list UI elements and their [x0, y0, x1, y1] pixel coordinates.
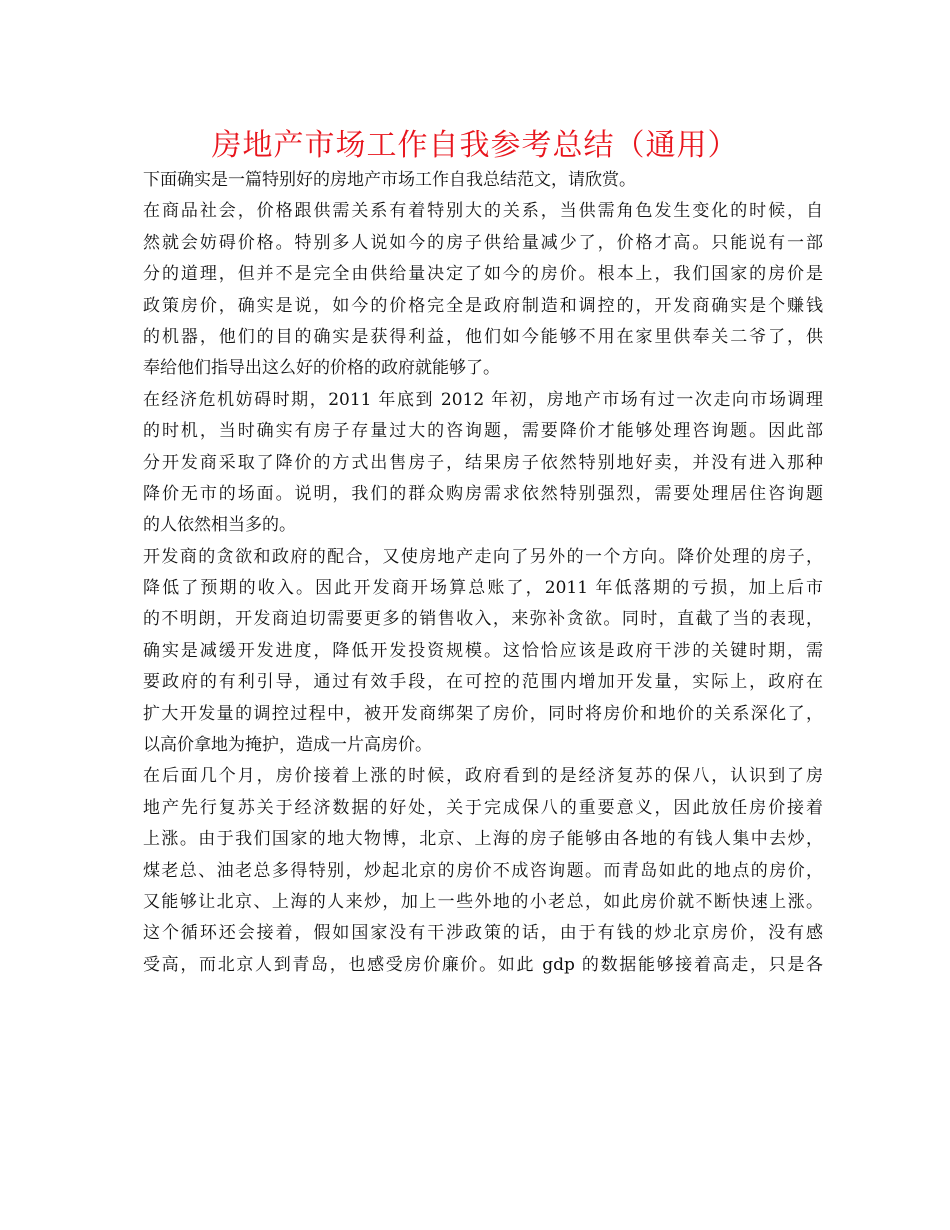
text-line: 的时机，当时确实有房子存量过大的咨询题，需要降价才能够处理咨询题。因此部: [143, 421, 823, 442]
text-line: 的不明朗，开发商迫切需要更多的销售收入，来弥补贪欲。同时，直截了当的表现，: [143, 609, 823, 630]
text-line: 降低了预期的收入。因此开发商开场算总账了，2011 年低落期的亏损，加上后市: [143, 578, 823, 599]
text-line: 的机器，他们的目的确实是获得利益，他们如今能够不用在家里供奉关二爷了，供: [143, 326, 823, 347]
text-line: 地产先行复苏关于经济数据的好处，关于完成保八的重要意义，因此放任房价接着: [143, 797, 823, 818]
text-line: 扩大开发量的调控过程中，被开发商绑架了房价，同时将房价和地价的关系深化了，: [143, 703, 823, 724]
document-body: [143, 165, 823, 981]
text-line: 分的道理，但并不是完全由供给量决定了如今的房价。根本上，我们国家的房价是: [143, 264, 823, 285]
text-line: 又能够让北京、上海的人来炒，加上一些外地的小老总，如此房价就不断快速上涨。: [143, 891, 823, 912]
text-line: 以高价拿地为掩护，造成一片高房价。: [143, 735, 432, 756]
text-line: 在商品社会，价格跟供需关系有着特别大的关系，当供需角色发生变化的时候，自: [143, 201, 823, 222]
text-line: 受高，而北京人到青岛，也感受房价廉价。如此 gdp 的数据能够接着高走，只是各: [143, 954, 823, 975]
text-line: 在后面几个月，房价接着上涨的时候，政府看到的是经济复苏的保八，认识到了房: [143, 766, 823, 787]
document-title: 房地产市场工作自我参考总结（通用）: [211, 128, 739, 163]
text-line: 然就会妨碍价格。特别多人说如今的房子供给量减少了，价格才高。只能说有一部: [143, 232, 823, 253]
text-line: 煤老总、油老总多得特别，炒起北京的房价不成咨询题。而青岛如此的地点的房价，: [143, 860, 823, 881]
text-line: 奉给他们指导出这么好的价格的政府就能够了。: [143, 358, 500, 379]
text-line: 开发商的贪欲和政府的配合，又使房地产走向了另外的一个方向。降价处理的房子，: [143, 546, 823, 567]
text-line: 降价无市的场面。说明，我们的群众购房需求依然特别强烈，需要处理居住咨询题: [143, 483, 823, 504]
text-line: 下面确实是一篇特别好的房地产市场工作自我总结范文，请欣赏。: [143, 170, 636, 190]
text-line: 要政府的有利引导，通过有效手段，在可控的范围内增加开发量，实际上，政府在: [143, 672, 823, 693]
text-line: 在经济危机妨碍时期，2011 年底到 2012 年初，房地产市场有过一次走向市场调理: [143, 389, 823, 410]
text-line: 分开发商采取了降价的方式出售房子，结果房子依然特别地好卖，并没有进入那种: [143, 452, 823, 473]
text-line: 的人依然相当多的。: [143, 515, 296, 536]
text-line: 政策房价，确实是说，如今的价格完全是政府制造和调控的，开发商确实是个赚钱: [143, 295, 823, 316]
text-line: 上涨。由于我们国家的地大物博，北京、上海的房子能够由各地的有钱人集中去炒，: [143, 829, 823, 850]
text-line: 确实是减缓开发进度，降低开发投资规模。这恰恰应该是政府干涉的关键时期，需: [143, 640, 823, 661]
text-line: 这个循环还会接着，假如国家没有干涉政策的话，由于有钱的炒北京房价，没有感: [143, 923, 823, 944]
